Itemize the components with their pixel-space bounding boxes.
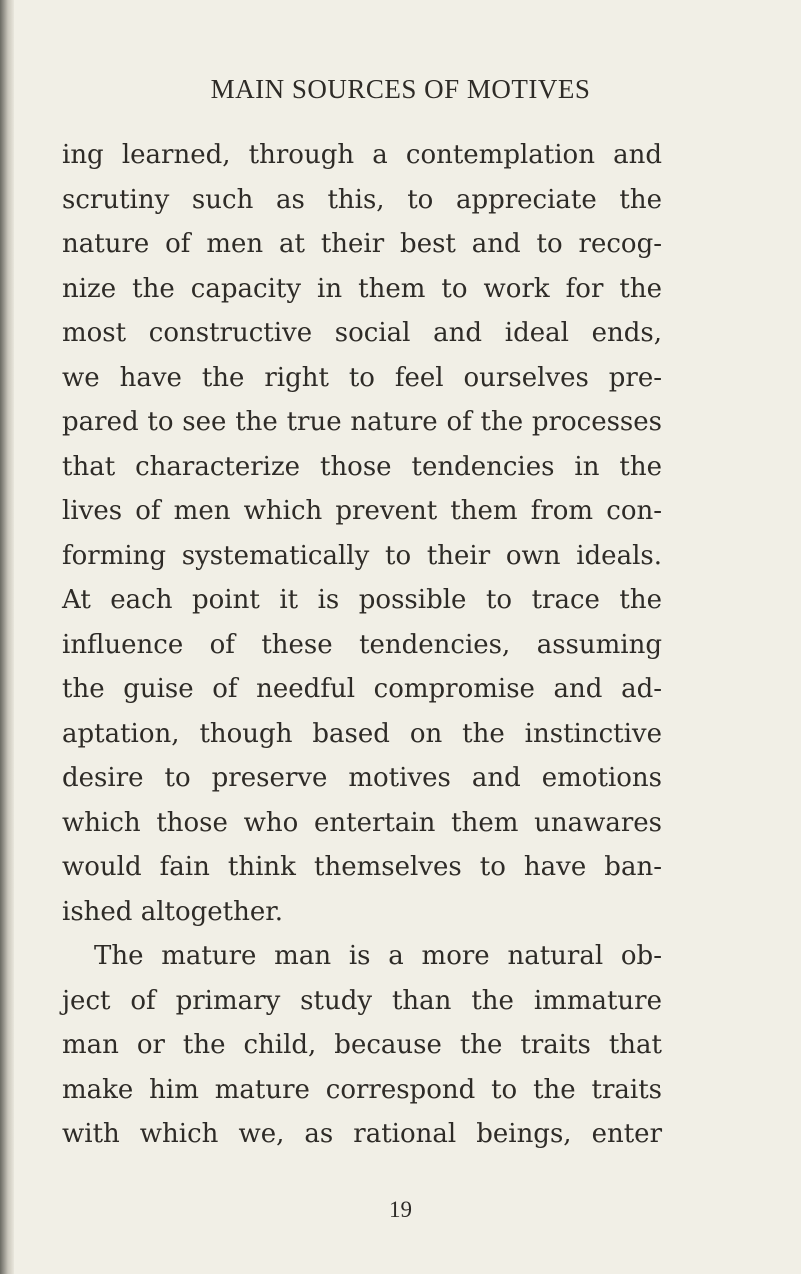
text-line: ing learned, through a contemplation and	[62, 140, 662, 170]
text-line: man or the child, because the traits that	[62, 1030, 662, 1060]
text-line: nature of men at their best and to recog-	[62, 229, 662, 259]
text-line: forming systematically to their own ideals.	[62, 540, 662, 571]
text-line: nize the capacity in them to work for the	[62, 273, 662, 304]
text-line: The mature man is a more natural ob-	[94, 941, 662, 971]
text-line: influence of these tendencies, assuming	[62, 629, 662, 660]
text-line: make him mature correspond to the traits	[62, 1074, 662, 1105]
text-line: most constructive social and ideal ends,	[62, 318, 662, 348]
text-line: which those who entertain them unawares	[62, 807, 662, 838]
text-line: the guise of needful compromise and ad-	[62, 674, 662, 704]
text-line: At each point it is possible to trace the	[62, 585, 662, 615]
binding-gutter	[0, 0, 14, 1274]
text-line: pared to see the true nature of the processes	[62, 407, 662, 437]
text-line: that characterize those tendencies in the	[62, 451, 662, 482]
page-number: 19	[389, 1197, 412, 1222]
text-line: aptation, though based on the instinctive	[62, 718, 662, 749]
running-head: MAIN SOURCES OF MOTIVES	[210, 74, 591, 104]
body-text	[62, 133, 662, 1157]
text-line: ject of primary study than the immature	[62, 985, 662, 1016]
text-line: with which we, as rational beings, enter	[62, 1119, 662, 1149]
text-line: lives of men which prevent them from con-	[62, 496, 662, 526]
text-line: scrutiny such as this, to appreciate the	[62, 184, 662, 215]
text-line: would fain think themselves to have ban-	[62, 852, 662, 882]
text-line: we have the right to feel ourselves pre-	[62, 362, 662, 393]
text-line: ished altogether.	[62, 896, 284, 927]
text-line: desire to preserve motives and emotions	[62, 763, 662, 793]
